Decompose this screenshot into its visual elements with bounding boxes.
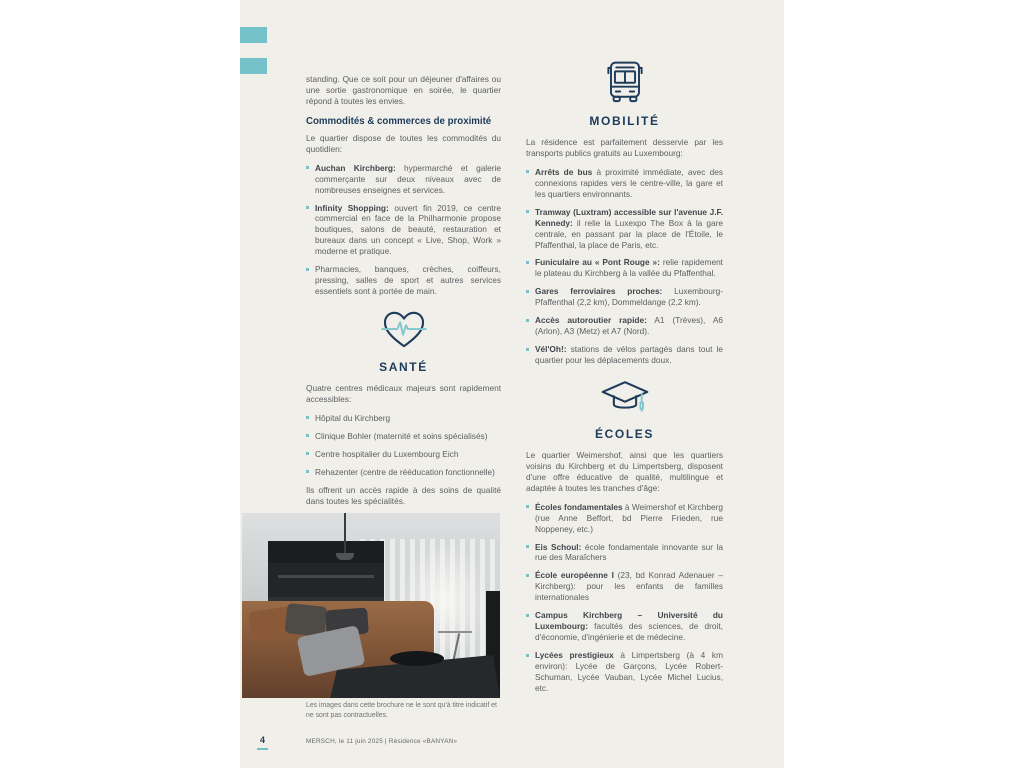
brochure-page: [240, 0, 784, 768]
list-item-text: il relie la Luxexpo The Box à la gare centrale, en passant par la place de l'Étoile, le Pfaffenthal, la place de Paris, etc.: [535, 217, 723, 250]
left-column: [306, 74, 501, 515]
list-item-text: (23, bd Konrad Adenauer – Kirchberg): pour les enfants de familles internationales: [535, 570, 724, 603]
list-item: [306, 467, 501, 478]
list-item: [526, 207, 723, 251]
list-item-text: Luxembourg-Pfaffenthal (2,2 km), Dommeldange (2,2 km).: [535, 286, 723, 308]
list-item: [526, 650, 723, 694]
mobilite-intro: La résidence est parfaitement desservie par les transports publics gratuits au Luxembourg:: [526, 137, 723, 158]
mobilite-list: [526, 167, 723, 366]
ecoles-list: [526, 502, 723, 694]
list-item-text: ouvert fin 2019, ce centre commercial en face de la Philharmonie propose boutiques, salons de beauté, restauration et bureaux dans un concept « Live, Shop, Work » moderne et pratique.: [315, 202, 501, 257]
ecoles-heading: ÉCOLES: [595, 426, 654, 441]
photo-bowl: [390, 651, 444, 666]
list-item-text: à Weimershof et Kirchberg (rue Anne Beffort, bd Pierre Frieden, rue Noppeney, etc.): [535, 501, 724, 534]
sante-heading: SANTÉ: [379, 360, 428, 374]
bus-icon: [526, 58, 723, 109]
sante-list: [306, 413, 501, 478]
list-item-lead: Gares ferroviaires proches:: [535, 286, 663, 297]
right-column: [526, 58, 723, 701]
list-item: [306, 264, 501, 297]
list-item: [306, 431, 501, 442]
photo-side-table: [438, 631, 472, 633]
list-item-lead: Lycées prestigieux: [535, 650, 614, 660]
graduation-cap-icon: [526, 379, 723, 422]
list-item-lead: Auchan Kirchberg:: [315, 162, 396, 173]
commodites-heading: Commodités & commerces de proximité: [306, 115, 492, 127]
list-item: [306, 413, 501, 424]
list-item-text: Rehazenter (centre de rééducation fonctionnelle): [315, 466, 495, 477]
sante-outro: Ils offrent un accès rapide à des soins de qualité dans toutes les spécialités.: [306, 484, 501, 506]
photo-caption: Les images dans cette brochure ne le sont qu'à titre indicatif et ne sont pas contractuelles.: [306, 702, 497, 719]
intro-paragraph: standing. Que ce soit pour un déjeuner d'affaires ou une sortie gastronomique en soirée, le quartier répond à toutes les envies.: [306, 74, 501, 106]
list-item: [526, 542, 723, 564]
accent-rectangle: [240, 58, 267, 74]
footer-text: MERSCH, le 11 juin 2025 | Résidence «BANYAN»: [306, 738, 458, 745]
list-item-lead: Funiculaire au « Pont Rouge »:: [535, 257, 660, 268]
photo-shelf: [278, 575, 374, 578]
list-item-lead: École européenne I: [535, 570, 614, 581]
list-item-lead: Tramway (Luxtram) accessible sur l'avenue J.F. Kennedy:: [535, 206, 723, 228]
list-item: [526, 570, 723, 603]
list-item-lead: Arrêts de bus: [535, 166, 593, 177]
list-item: [306, 449, 501, 460]
interior-photo: [242, 513, 500, 698]
list-item-text: Clinique Bohler (maternité et soins spécialisés): [315, 430, 488, 441]
list-item: [306, 163, 501, 196]
list-item-text: Centre hospitalier du Luxembourg Eich: [315, 448, 459, 459]
list-item-text: école fondamentale innovante sur la rue des Maraîchers: [535, 541, 723, 563]
list-item: [526, 286, 723, 308]
list-item-text: hypermarché et galerie commerçante sur deux niveaux avec de nombreuses enseignes et services.: [315, 162, 501, 195]
list-item: [526, 344, 723, 366]
list-item: [526, 167, 723, 200]
accent-rectangle: [240, 27, 267, 43]
list-item-lead: Infinity Shopping:: [315, 202, 389, 213]
mobilite-heading: MOBILITÉ: [589, 114, 660, 128]
photo-pendant-cord: [344, 513, 346, 555]
list-item-text: Pharmacies, banques, crèches, coiffeurs, pressing, salles de sport et autres services essentiels sont à portée de main.: [315, 264, 501, 297]
list-item-text: à Limpertsberg (à 4 km environ): Lycée de Garçons, Lycée Robert-Schuman, Lycée Vauban, Lycée Michel Lucius, etc.: [535, 650, 723, 693]
list-item-text: à proximité immédiate, avec des connexions rapides vers le centre-ville, la gare et les quartiers environnants.: [535, 166, 723, 199]
page-number-accent: [257, 748, 268, 750]
list-item: [526, 315, 723, 337]
list-item-lead: Eis Schoul:: [535, 541, 582, 552]
list-item-lead: Accès autoroutier rapide:: [535, 315, 647, 326]
list-item: [306, 203, 501, 258]
list-item-text: A1 (Trèves), A6 (Arlon), A3 (Metz) et A7 (Nord).: [535, 315, 723, 337]
list-item-text: Hôpital du Kirchberg: [315, 412, 391, 423]
list-item-lead: Écoles fondamentales: [535, 501, 623, 512]
sante-intro: Quatre centres médicaux majeurs sont rapidement accessibles:: [306, 383, 501, 404]
list-item-lead: Vél'Oh!:: [535, 344, 567, 355]
list-item: [526, 610, 723, 643]
page-number: 4: [260, 735, 266, 745]
list-item-text: relie rapidement le plateau du Kirchberg à la vallée du Pfaffenthal.: [535, 257, 723, 279]
ecoles-intro: Le quartier Weimershof, ainsi que les quartiers voisins du Kirchberg et du Limpertsberg, disposent d'une offre éducative de qualité, multilingue et adaptée à toutes les tranches d'âge:: [526, 449, 723, 493]
heart-pulse-icon: [306, 310, 501, 355]
commodites-intro: Le quartier dispose de toutes les commodités du quotidien:: [306, 132, 501, 154]
list-item-text: stations de vélos partagés dans tout le quartier pour les déplacements doux.: [535, 344, 723, 365]
list-item-lead: Campus Kirchberg – Université du Luxembourg:: [535, 610, 723, 632]
list-item: [526, 502, 723, 535]
commodites-list: [306, 163, 501, 297]
list-item-text: facultés des sciences, de droit, d'économie, d'ingénierie et de médecine.: [535, 621, 723, 643]
photo-pendant-lamp: [336, 553, 354, 560]
list-item: [526, 257, 723, 279]
